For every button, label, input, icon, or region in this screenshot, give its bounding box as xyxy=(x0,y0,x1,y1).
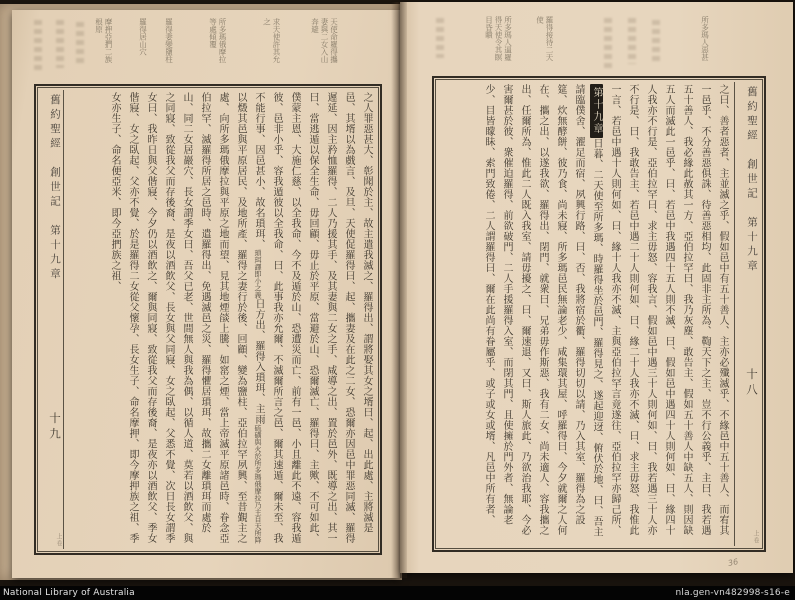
page-number: 十九 xyxy=(48,412,62,443)
left-page-body xyxy=(67,92,375,547)
ink-showthrough xyxy=(652,20,660,62)
scripture-text: 硫磺與火於所多瑪俄摩拉乃主自天所降 xyxy=(254,424,262,544)
eyebrow-note: 所多瑪俄摩拉等處傾覆 xyxy=(208,18,227,63)
scripture-text: 以燬其邑與平原居民、及地所產、羅得之妻行於後、回顧、變為鹽柱、亞伯拉罕夙興、至昔覲主之處、向所多瑪俄摩拉與平原之地而望、見其地煙燄上騰、如窰之煙、當上帝滅平原諸邑時、眷念亞伯拉罕、滅羅得所居之邑時、遣羅得出、免遇滅邑之災、羅得懼居瑣珥、故攜二女離瑣珥而處於山、同二女居巖穴、長女謂季女曰、吾父已老、世間無人與我為偶、以循人道、莫若以酒飲父、與之同寢、致從我父而存後裔、是夜以酒飲父、長女與父同寢、女之臥起、父悉不覺、次日長女謂季女曰、我昨日與父偕寢、今夕仍以酒飲之、爾與同寢、致從我父而存後裔、是夜亦以酒飲父、季女偕寢、女之臥起、父亦不覺、於是羅得二女從父懷孕、長女生子、命名摩押、即今摩押族之祖、季女亦生子、命名便亞米、即今亞捫族之祖、 xyxy=(109,92,246,544)
scripture-text: 日方出、羅得入瑣珥、主雨 xyxy=(253,298,264,425)
running-title: 舊約聖經 創世記 第十九章 xyxy=(746,86,758,275)
volume-mark: 上卷 xyxy=(752,530,759,544)
eyebrow-note: 羅得接待二天使 xyxy=(535,16,554,61)
eyebrow-note: 求天使許其允之 xyxy=(262,18,281,63)
scripture-text: 之曰、善者惡者、主並滅之乎、假如邑中有五十善人、主亦必殲滅乎、不緣邑中五十善人、而宥其一邑乎、不分善惡俱誅、待善惡相均、此固非主所為、鞫天下之主、豈不行公義乎、主曰、我若遇五十善人、我必緣此赦其一方、亞伯拉罕曰、我乃灰塵、敢告主、假如五十善人中缺五人、則因缺五人而滅此一邑乎、曰、若邑中我遇四十五人則不滅、曰、假如邑中遇四十人則何如、曰、緣四十人我亦不行是、亞伯拉罕曰、求主毋怒、容我言、假如邑中遇三十人則何如、曰、我若遇三十人亦不行是、曰、我敢告主、若邑中遇二十人則何如、曰、緣二十人我亦不滅、曰、求主毋怒、我惟此一言、若邑中遇十人則何如、曰、緣十人我亦不滅、主與亞伯拉罕言竟遂往、亞伯拉罕亦歸己所、 xyxy=(609,84,728,536)
scripture-text-column-block xyxy=(605,84,731,544)
right-page-text-frame xyxy=(432,76,766,552)
left-page-text-frame xyxy=(34,84,382,555)
ink-showthrough xyxy=(436,18,444,58)
catalog-id: nla.gen-vn482998-s16-e xyxy=(675,588,790,598)
left-page-margin-column xyxy=(40,90,64,549)
library-name: National Library of Australia xyxy=(3,588,135,598)
chapter-heading: 第十九章 xyxy=(590,84,603,138)
ink-showthrough xyxy=(604,18,612,68)
eyebrow-note: 所多瑪人逼羅得天使令其瞑目昏瞶 xyxy=(484,16,513,61)
eyebrow-note: 天使命羅得攜妻與二女入山奔避 xyxy=(310,18,339,63)
book-gutter-shadow xyxy=(391,2,407,578)
pencil-annotation: 36 xyxy=(727,557,740,568)
eyebrow-note: 羅得居山穴 xyxy=(138,18,148,56)
right-page-body xyxy=(439,84,731,544)
scripture-text-column-block xyxy=(105,92,375,547)
eyebrow-note: 摩押亞捫二族根原 xyxy=(94,18,113,63)
right-page-margin-column xyxy=(734,82,760,546)
eyebrow-note: 羅得妻變鹽柱 xyxy=(164,18,174,63)
page-number: 十八 xyxy=(745,368,759,399)
ink-showthrough xyxy=(56,20,64,68)
scripture-text-column-block xyxy=(479,84,605,544)
ink-showthrough xyxy=(628,18,636,64)
library-caption-bar xyxy=(0,586,795,600)
scripture-text: 瑣珥譯即小之義 xyxy=(254,249,262,299)
ink-showthrough xyxy=(34,20,42,72)
running-title: 舊約聖經 創世記 第十九章 xyxy=(49,94,61,283)
right-page xyxy=(400,2,793,573)
left-page xyxy=(12,10,400,578)
volume-mark: 上卷 xyxy=(55,533,62,547)
eyebrow-note: 所多瑪人惡甚 xyxy=(700,16,710,61)
scripture-text: 之人罪惡甚大、彰聞於主、故主遣我滅之、羅得出、謂將娶其女之壻曰、起、出此處、主將滅是邑、其壻以為戲言、及旦、天使促羅得曰、起、攜妻及在此之二女、恐爾亦因邑中罪惡同滅、羅得遲延、因主矜恤羅得、二人乃援其手、及其妻與二女之手、咸導之出、置於邑外、既導之出、其一曰、當逃遁以保全生命、毋回顧、毋止於平原、當避於山、恐爾滅亡、羅得曰、主歟、不可如此、僕蒙主恩、大施仁慈、以全我命、今不及遁於山、恐遭災而亡、前有一邑、小且離此不遠、容我遁彼、邑非小乎、容我遁彼以全我命、曰、此事我亦允爾、不滅爾所言之邑、爾其速遁、爾未至、我不能行事、因邑甚小、故名瑣珥、 xyxy=(253,92,372,544)
scripture-text: 日暮、二天使至所多瑪、時羅得坐於邑門、羅得見之、遂起迎迓、俯伏於地、曰、吾主請臨僕舍、濯足而宿、夙興行路、曰、否、我將宿於衢、羅得切切以請、乃入其室、羅得為之設筵、炊無酵餅、彼乃食、尚未寢、所多瑪邑民無論老少、咸集環其屋、呼羅得曰、今夕就爾之人何在、攜之出、以遂我欲、羅得出、閉門、就衆曰、兄弟毋作斯惡、我有二女、尚未適人、容我攜之出、任爾所為、惟此二人既入我室、請毋擾之、曰、爾速退、又曰、斯人旅此、乃欲治我耶、今必害爾甚於彼、衆催迫羅得、前欲破門、二人手援羅得入室、而閉其門、且使擁於門外者、無論老少、目皆矇眛、索門致倦、二人謂羅得曰、爾在此尚有眷屬乎、或子或女或壻、凡邑中所有者、 xyxy=(483,84,602,537)
ink-showthrough xyxy=(76,22,84,66)
